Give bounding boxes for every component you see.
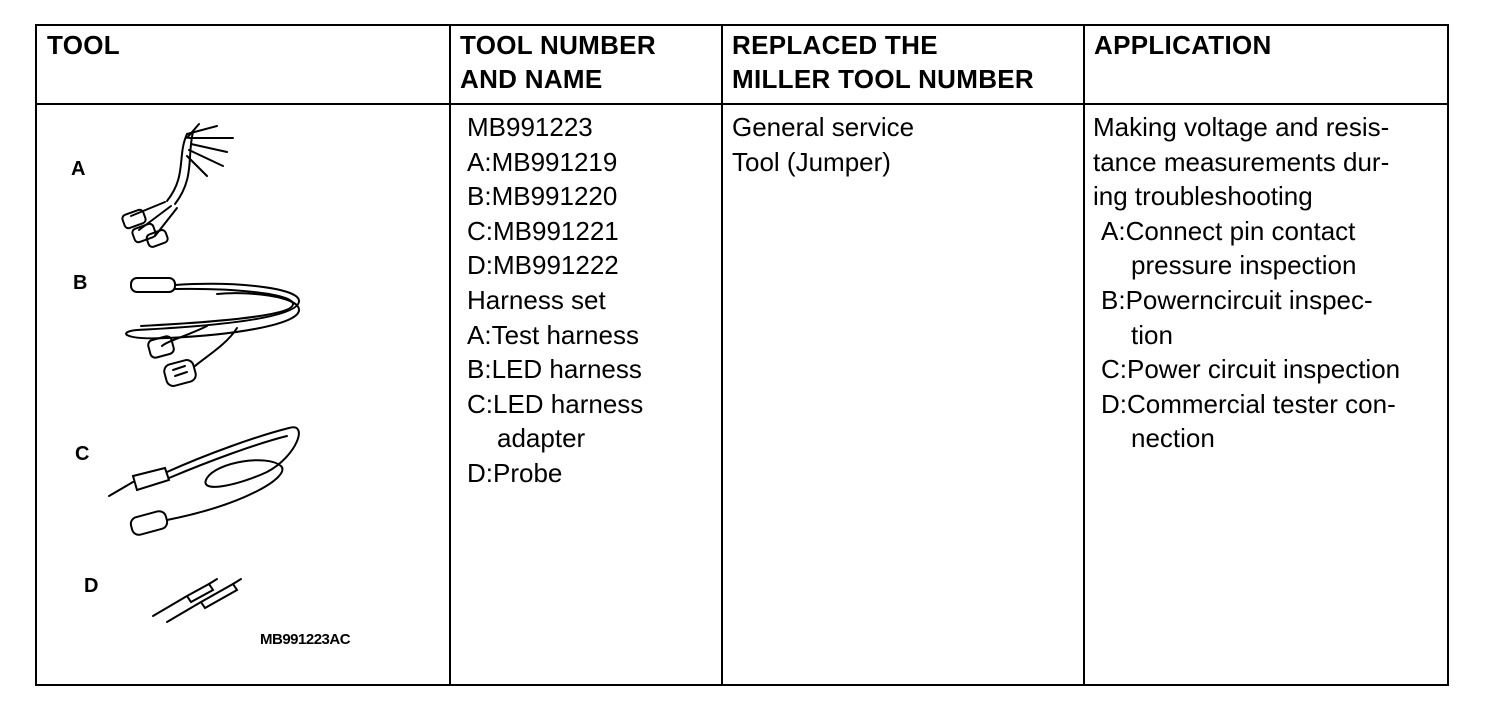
application-line: tance measurements dur- <box>1093 146 1390 177</box>
harness-set-illustration <box>37 26 447 686</box>
tool-number-line: B:MB991220 <box>467 181 618 212</box>
tool-number-line: A:MB991219 <box>467 146 618 177</box>
drawing-code: MB991223AC <box>260 631 351 648</box>
application-line: B:Powerncircuit inspec- <box>1101 284 1373 315</box>
test-harness-drawing <box>121 124 233 248</box>
application-cell <box>1093 110 1400 456</box>
application-line: D:Commercial tester con- <box>1101 388 1396 419</box>
tool-number-line: D:Probe <box>467 457 563 488</box>
column-divider <box>449 26 451 684</box>
probe-drawing <box>153 579 241 622</box>
led-harness-adapter-drawing <box>109 427 299 536</box>
header-replaced: REPLACED THE MILLER TOOL NUMBER <box>732 30 1034 94</box>
tool-number-line: Harness set <box>467 284 606 315</box>
tool-number-line: B:LED harness <box>467 354 642 385</box>
tool-number-line: C:LED harness <box>467 388 644 419</box>
header-tool: TOOL <box>47 30 120 60</box>
header-tool-number: TOOL NUMBER AND NAME <box>460 30 656 94</box>
application-line: ing troubleshooting <box>1093 181 1313 212</box>
application-line: pressure inspection <box>1131 250 1357 281</box>
replaced-line: General service <box>732 112 915 142</box>
tool-label-c: C <box>75 443 90 465</box>
application-line: Making voltage and resis- <box>1093 112 1390 142</box>
tool-label-d: D <box>84 575 99 597</box>
tool-number-line: MB991223 <box>467 112 593 142</box>
tool-label-a: A <box>71 158 86 180</box>
tool-number-line: D:MB991222 <box>467 250 619 281</box>
replaced-cell <box>732 110 914 179</box>
application-line: tion <box>1131 319 1173 350</box>
column-divider <box>1083 26 1085 684</box>
tool-number-cell <box>467 110 643 491</box>
tool-number-line: A:Test harness <box>467 319 639 350</box>
application-line: C:Power circuit inspection <box>1101 354 1401 385</box>
replaced-line: Tool (Jumper) <box>732 146 891 177</box>
led-harness-drawing <box>126 278 299 388</box>
tool-label-b: B <box>73 272 88 294</box>
application-line: A:Connect pin contact <box>1101 215 1356 246</box>
application-line: nection <box>1131 423 1215 454</box>
column-divider <box>721 26 723 684</box>
header-application: APPLICATION <box>1094 30 1272 60</box>
tool-number-line: adapter <box>497 423 586 454</box>
tool-table <box>35 24 1449 686</box>
tool-number-line: C:MB991221 <box>467 215 619 246</box>
